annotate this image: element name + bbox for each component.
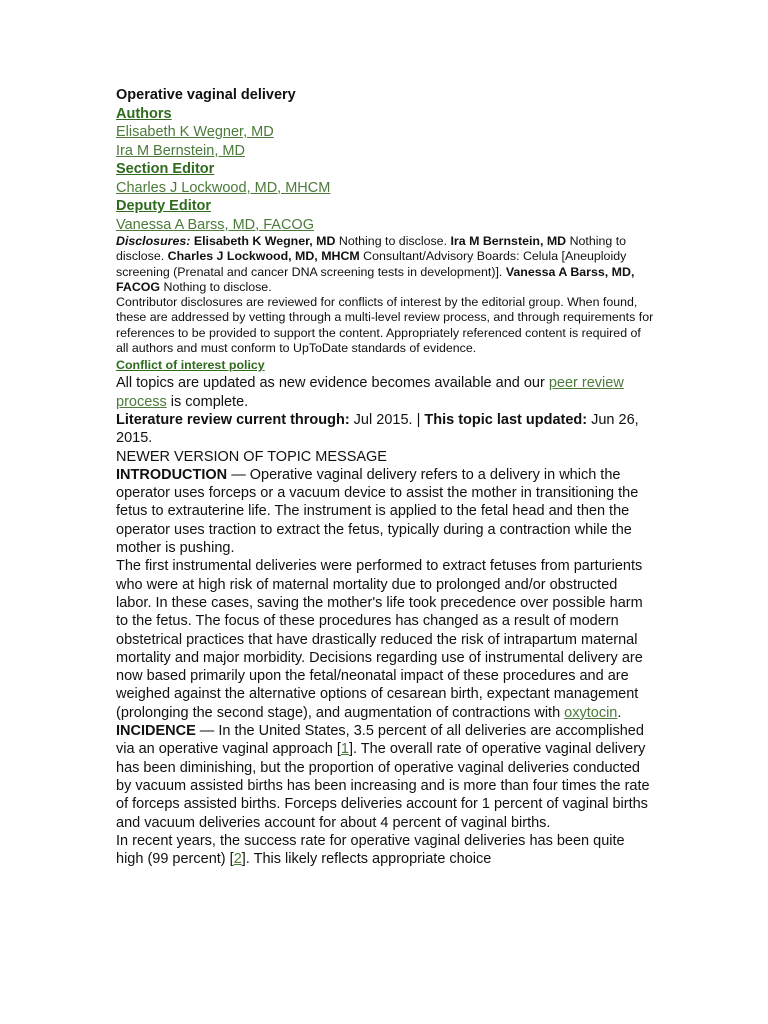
introduction-text: . <box>617 704 622 721</box>
introduction-text: — Operative vaginal delivery refers to a delivery in which the operator uses forceps or a vacuum device to assist the mother in transitioning the fetus to extrauterine life. The instrument is applied to the fetal head and then the operator uses traction to extract the fetus, typically during a contraction while the mother is pushing. <box>116 466 639 557</box>
peer-review-process-link[interactable]: peer review process <box>116 375 624 410</box>
newer-version-message: NEWER VERSION OF TOPIC MESSAGE <box>116 448 387 465</box>
incidence-paragraph-2 <box>116 832 656 869</box>
literature-review-date: Jul 2015. | <box>349 411 425 428</box>
literature-review-label: Literature review current through: <box>116 411 350 428</box>
incidence-text: ]. The overall rate of operative vaginal delivery has been diminishing, but the proportion of operative vaginal deliveries conducted by vacuum assisted births has been increasing and is more than four times the rate of forceps assisted births. Forceps deliveries account for 1 percent of vaginal births and vacuum deliveries account for about 4 percent of vaginal births. <box>116 741 650 831</box>
deputy-editor-heading[interactable]: Deputy Editor <box>116 198 212 214</box>
last-updated-label: This topic last updated: <box>424 411 588 428</box>
incidence-text: ]. This likely reflects appropriate choice <box>241 851 492 868</box>
author-link-bernstein[interactable]: Ira M Bernstein, MD <box>116 142 245 159</box>
update-text: is complete. <box>166 393 249 410</box>
section-editor-heading[interactable]: Section Editor <box>116 161 215 177</box>
disclosure-name: Elisabeth K Wegner, MD <box>193 234 336 248</box>
introduction-heading: INTRODUCTION <box>116 466 228 483</box>
incidence-heading: INCIDENCE <box>116 723 196 740</box>
conflict-of-interest-policy-link[interactable]: Conflict of interest policy <box>116 358 265 373</box>
literature-review-line <box>116 411 656 448</box>
reference-link-2[interactable]: 2 <box>233 851 242 868</box>
introduction-text: The first instrumental deliveries were performed to extract fetuses from parturients who were at high risk of maternal mortality due to prolonged and/or obstructed labor. In these cases, saving the mother's life took precedence over possible harm to the fetus. The focus of these procedures has changed as a result of modern obstetrical practices that have drastically reduced the risk of intrapartum maternal mortality and major morbidity. Decisions regarding use of instrumental delivery are now based primarily upon the fetal/neonatal impact of these procedures and are weighed against the alternative options of cesarean birth, expectant management (prolonging the second stage), and augmentation of contractions with <box>116 558 643 721</box>
oxytocin-link[interactable]: oxytocin <box>564 704 618 721</box>
disclosure-text: Consultant/Advisory Boards: Celula [Aneuploidy screening (Prenatal and cancer DNA screening tests in development)]. <box>116 249 627 279</box>
incidence-text: In recent years, the success rate for operative vaginal deliveries has been quite high (99 percent) [ <box>116 832 625 868</box>
article-title: Operative vaginal delivery <box>116 87 296 103</box>
disclosures-label: Disclosures: <box>116 234 191 248</box>
incidence-paragraph-1 <box>116 722 656 832</box>
disclosure-name: Charles J Lockwood, MD, MHCM <box>167 249 360 264</box>
section-editor-link[interactable]: Charles J Lockwood, MD, MHCM <box>116 179 331 196</box>
introduction-paragraph-1 <box>116 466 656 557</box>
disclosure-name: Ira M Bernstein, MD <box>450 234 567 248</box>
disclosure-text: Nothing to disclose. <box>116 234 627 264</box>
update-notice <box>116 374 656 411</box>
disclosure-text: Nothing to disclose. <box>160 279 272 294</box>
update-text: All topics are updated as new evidence becomes available and our <box>116 375 549 392</box>
reference-link-1[interactable]: 1 <box>340 741 349 758</box>
authors-heading[interactable]: Authors <box>116 105 172 122</box>
author-link-wegner[interactable]: Elisabeth K Wegner, MD <box>116 124 274 140</box>
disclosure-text: Nothing to disclose. <box>335 234 451 248</box>
last-updated-date: Jun 26, 2015. <box>116 411 639 447</box>
disclosure-review-paragraph: Contributor disclosures are reviewed for conflicts of interest by the editorial group. When found, these are addressed by vetting through a multi-level review process, and through requirements for references to be provided to support the content. Appropriately referenced content is required of all authors and must conform to UpToDate standards of evidence. <box>116 295 654 356</box>
article <box>116 86 656 868</box>
disclosures-paragraph <box>116 234 656 295</box>
deputy-editor-link[interactable]: Vanessa A Barss, MD, FACOG <box>116 216 314 233</box>
disclosure-name: Vanessa A Barss, MD, FACOG <box>116 264 635 294</box>
incidence-text: — In the United States, 3.5 percent of all deliveries are accomplished via an operative vaginal approach [ <box>116 723 644 758</box>
introduction-paragraph-2 <box>116 557 656 722</box>
